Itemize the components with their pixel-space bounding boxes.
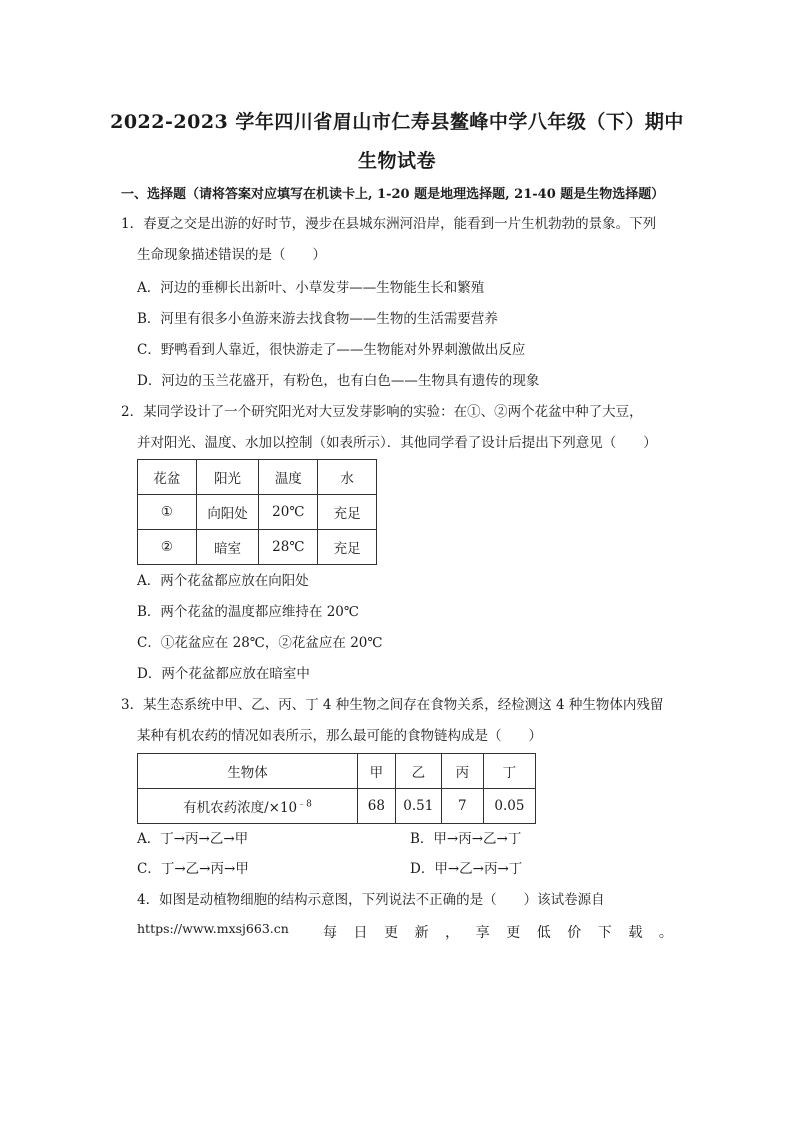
q2-cell: 向阳处: [196, 495, 259, 530]
q2-option-c: C．①花盆应在 28℃，②花盆应在 20℃: [137, 635, 383, 651]
q3-cell: 7: [441, 789, 483, 824]
q2-header-cell: 花盆: [138, 460, 197, 495]
promo-char: 更: [384, 925, 399, 941]
q3-header-cell: 丙: [441, 754, 483, 789]
q3-header-cell: 甲: [357, 754, 395, 789]
q3-option-a: A．丁→丙→乙→甲: [137, 831, 249, 847]
q4-stem: 4．如图是动植物细胞的结构示意图，下列说法不正确的是（ ）该试卷源自: [137, 892, 605, 908]
q1-stem-line-1: 1．春夏之交是出游的好时节，漫步在县城东洲河沿岸，能看到一片生机勃勃的景象。下列: [121, 216, 657, 232]
q2-cell: 20℃: [259, 495, 318, 530]
q3-header-cell: 丁: [483, 754, 535, 789]
promo-char: ，: [445, 925, 460, 941]
q2-cell: 充足: [318, 530, 377, 565]
q3-row-label-exponent: ﹣8: [297, 799, 312, 810]
q2-cell: ②: [138, 530, 197, 565]
q3-cell: 0.05: [483, 789, 535, 824]
q1-option-a: A．河边的垂柳长出新叶、小草发芽——生物能生长和繁殖: [137, 280, 485, 296]
q2-table-header-row: [138, 460, 377, 495]
promo-char: 价: [567, 925, 582, 941]
q3-table: [137, 753, 536, 824]
table-row: [138, 530, 377, 565]
promo-char: 低: [536, 925, 551, 941]
q2-option-d: D．两个花盆都应放在暗室中: [137, 666, 310, 682]
q2-cell: 暗室: [196, 530, 259, 565]
q2-stem-line-1: 2．某同学设计了一个研究阳光对大豆发芽影响的实验：在①、②两个花盆中种了大豆，: [121, 404, 643, 420]
q3-stem-line-1: 3．某生态系统中甲、乙、丙、丁 4 种生物之间存在食物关系，经检测这 4 种生物体内残留: [121, 697, 664, 713]
table-row: [138, 495, 377, 530]
promo-char: 更: [506, 925, 521, 941]
q2-header-cell: 温度: [259, 460, 318, 495]
promo-char: 新: [414, 925, 429, 941]
q3-option-c: C．丁→乙→丙→甲: [137, 861, 249, 877]
footer-url-link[interactable]: https://www.mxsj663.cn: [137, 921, 289, 936]
q3-stem-line-2: 某种有机农药的情况如表所示，那么最可能的食物链构成是（ ）: [137, 728, 542, 744]
title-line-2: 生物试卷: [357, 150, 436, 172]
q2-option-a: A．两个花盆都应放在向阳处: [137, 573, 309, 589]
q1-option-c: C．野鸭看到人靠近，很快游走了——生物能对外界刺激做出反应: [137, 342, 526, 358]
table-row: [138, 789, 536, 824]
promo-char: 。: [658, 925, 673, 941]
q1-stem-line-2: 生命现象描述错误的是（ ）: [137, 247, 326, 263]
footer-promo: [323, 922, 673, 942]
q3-row-label-cell: [138, 789, 358, 824]
section-heading: 一、选择题（请将答案对应填写在机读卡上, 1-20 题是地理选择题, 21-40 题是生物选择题）: [121, 187, 665, 202]
q2-option-b: B．两个花盆的温度都应维持在 20℃: [137, 604, 359, 620]
q2-cell: 充足: [318, 495, 377, 530]
q2-header-cell: 阳光: [196, 460, 259, 495]
q3-header-cell: 乙: [395, 754, 441, 789]
q3-header-cell: 生物体: [138, 754, 358, 789]
promo-char: 享: [475, 925, 490, 941]
q2-cell: ①: [138, 495, 197, 530]
q1-option-b: B．河里有很多小鱼游来游去找食物——生物的生活需要营养: [137, 311, 498, 327]
q2-cell: 28℃: [259, 530, 318, 565]
promo-char: 载: [628, 925, 643, 941]
q1-option-d: D．河边的玉兰花盛开，有粉色，也有白色——生物具有遗传的现象: [137, 373, 540, 389]
q2-header-cell: 水: [318, 460, 377, 495]
q3-table-header-row: [138, 754, 536, 789]
q3-cell: 68: [357, 789, 395, 824]
q3-option-b: B．甲→丙→乙→丁: [410, 831, 522, 847]
q3-row-label: 有机农药浓度/×10: [183, 800, 298, 816]
promo-char: 日: [353, 925, 368, 941]
promo-char: 每: [323, 925, 337, 941]
title-line-1: 2022-2023 学年四川省眉山市仁寿县鳌峰中学八年级（下）期中: [110, 111, 684, 133]
q2-table: [137, 459, 377, 565]
q3-cell: 0.51: [395, 789, 441, 824]
q2-stem-line-2: 并对阳光、温度、水加以控制（如表所示）．其他同学看了设计后提出下列意见（ ）: [137, 435, 657, 451]
promo-char: 下: [597, 925, 612, 941]
q3-option-d: D．甲→乙→丙→丁: [410, 861, 523, 877]
